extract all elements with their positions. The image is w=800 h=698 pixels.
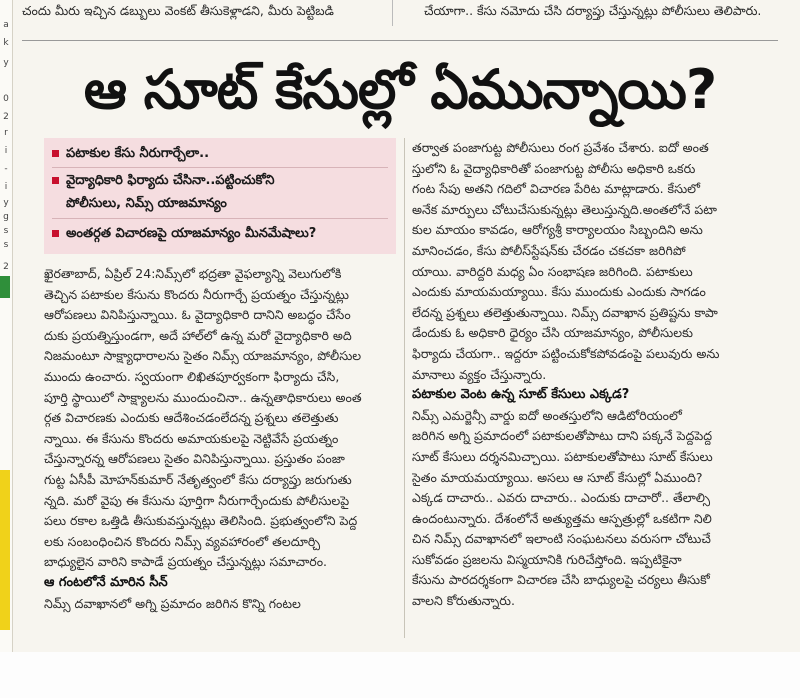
bullet-icon [52,177,59,184]
text-line: తర్వాత పంజాగుట్ట పోలీసులు రంగ ప్రవేశం చేశారు. ఐదో అంత [412,140,709,155]
edge-char: y [3,198,9,208]
section-subhead: ఆ గంటలోనే మారిన సీన్ [44,574,168,590]
headline-rule [22,40,778,41]
text-line: పూర్తి స్థాయిలో సాక్ష్యాలను ముందుంచినా.. ఉన్నతాధికారులు అంత [44,389,362,405]
text-line: దుకు ప్రయత్నిస్తుండగా, అదే హాల్‌లో ఉన్న మరో వైద్యాధికారి అది [44,327,352,343]
highlight-separator [52,218,388,219]
text-line: పలు రకాల ఒత్తిడి తీసుకువస్తున్నట్లు తెలిసింది. ప్రభుత్వంలోని పెద్ద [44,513,358,529]
text-line: సూట్ కేసులు దర్శనమిచ్చాయి. పటాకులతోపాటు సూట్ కేసులు [412,448,713,464]
text-line: ఎందుకు మాయమయ్యాయి. కేసు ముందుకు ఎందుకు సాగడం [412,284,706,300]
text-line: ఎక్కడ దాచారు.. ఎవరు దాచారు.. ఎందుకు దాచారో.. తేలాల్సి [412,490,711,506]
edge-char: i [4,146,8,156]
text-line: జరిగిన అగ్ని ప్రమాదంలో పటాకులతోపాటు దాని పక్కనే పెద్దపెద్ద [412,428,713,444]
edge-char: r [4,128,8,138]
text-line: కేసును పారదర్శకంగా విచారణ చేసి బాధ్యులపై చర్యలు తీసుకో [412,572,710,588]
article-left-column [44,264,396,614]
text-line: ఆరోపణలు వినిపిస్తున్నాయి. ఓ వైద్యాధికారి దానిని అబద్ధం చేసేం [44,307,351,323]
edge-char: 0 [3,94,9,104]
text-line: బాధ్యులైన వారిని కాపాడే ప్రయత్నం చేస్తున్నట్లు సమాచారం. [44,554,328,570]
adjacent-page-edge [0,0,13,698]
text-line: న్నాయి. ఈ కేసును కొందరు అమాయకులపై నెట్టివేసే ప్రయత్నం [44,430,339,446]
text-line: నిమ్స్ ఎమర్జెన్సీ వార్డు ఐదో అంతస్తులోని ఆడిటోరియంలో [412,407,682,423]
edge-char: - [4,164,8,174]
edge-char: a [3,20,9,30]
section-subhead: పటాకుల వెంట ఉన్న సూట్ కేసులు ఎక్కడ? [412,387,630,403]
edge-char: s [3,240,9,250]
text-line: సుకోవడం ప్రజలను విస్మయానికి గురిచేస్తోంది. ఇప్పటికైనా [412,551,682,567]
bullet-icon [52,150,59,157]
previous-article-right: చేయాగా.. కేసు నమోదు చేసి దర్యాప్తు చేస్తున్నట్లు పోలీసులు తెలిపారు. [424,3,762,18]
edge-char: 2 [3,112,9,122]
text-line: న్నది. మరో వైపు ఈ కేసును పూర్తిగా నీరుగార్చేందుకు పోలీసులపై [44,492,350,508]
edge-char: s [3,226,9,236]
text-line: స్తులోని ఓ వైద్యాధికారితో పంజాగుట్ట పోలీసు అధికారి ఒకరు [412,160,696,176]
text-line: గంట సేపు అతని గదిలో విచారణ పేరిట మాట్లాడారు. కేసులో [412,181,701,197]
text-line: లేదన్న ప్రశ్నలు తలెత్తుతున్నాయి. నిమ్స్ దవాఖాన ప్రతిష్టను కాపా [412,304,718,320]
article-headline: ఆ సూట్ కేసుల్లో ఏమున్నాయి? [83,58,717,121]
text-line: ర్గత విచారణకు ఎందుకు ఆదేశించడంలేదన్న ప్రశ్నలు తలెత్తుతు [44,410,339,426]
text-line: వాలని కోరుతున్నారు. [412,593,515,609]
article-right-column [412,138,774,612]
edge-green-bar [0,276,10,298]
text-line: తెచ్చిన పటాకుల కేసును కొందరు నీరుగార్చే ప్రయత్నం చేస్తున్నట్లు [44,286,350,302]
text-line: చేస్తున్నారన్న ఆరోపణలు సైతం వినిపిస్తున్నాయి. ప్రస్తుతం పంజా [44,451,345,467]
text-line: చిన నిమ్స్ దవాఖానలో ఇలాంటి సంఘటనలు వరుసగా చోటుచే [412,531,711,547]
previous-article-left: చందు మీరు ఇచ్చిన డబ్బులు వెంకట్ తీసుకెళ్లాడని, మీరు పెట్టిబడి [22,3,334,18]
text-line: అనేక మార్పులు చోటుచేసుకున్నట్లు తెలుస్తున్నది.అంతలోనే పటా [412,201,717,217]
previous-article-tail [22,0,792,26]
column-divider [392,0,393,26]
text-line: లకు సంబంధించిన కొందరు నిమ్స్ వ్యవహారంలో తలదూర్చి [44,533,321,549]
text-line: డేందుకు ఓ అధికారి ధైర్యం చేసి యాజమాన్యం, పోలీసులకు [412,325,693,341]
edge-char: 2 [3,262,9,272]
highlights-box: పటాకుల కేసు నీరుగార్చేలా.. వైద్యాధికారి ఫిర్యాదు చేసినా..పట్టించుకోని పోలీసులు, నిమ్స్ యాజమాన్యం అంతర్గత విచారణపై యాజమాన్యం మీనమేషాలు? [44,138,396,254]
text-line: మానాలు వ్యక్తం చేస్తున్నారు. [412,366,547,382]
text-line: మానించడం, కేసు పోలీస్‌స్టేషన్‌కు చేరడం చకచకా జరిగిపో [412,242,686,258]
edge-char: i [4,182,8,192]
edge-yellow-bar [0,470,10,630]
edge-char: k [3,38,9,48]
text-line: సైతం మాయమయ్యాయి. అసలు ఆ సూట్ కేసుల్లో ఏముంది? [412,469,703,485]
text-line: ముందు ఉంచారు. స్వయంగా లిఖితపూర్వకంగా ఫిర్యాదు చేసి, [44,368,340,384]
text-line: యాయి. వారిద్దరి మధ్య ఏం సంభాషణ జరిగింది. పటాకులు [412,263,693,279]
text-line: గుట్ట ఏసీపీ మోహన్‌కుమార్ నేతృత్వంలో కేసు దర్యాప్తు జరుగుతు [44,471,352,487]
column-divider [404,138,405,638]
text-line: ఫిర్యాదు చేయగా.. ఇద్దరూ పట్టించుకోకపోవడంపై పలువురు అను [412,345,720,361]
text-line: నిజమంటూ సాక్ష్యాధారాలను సైతం నిమ్స్ యాజమాన్యం, పోలీసుల [44,348,362,364]
bullet-icon [52,230,59,237]
page-bottom-blank [0,652,800,698]
edge-char: g [3,212,9,222]
text-line: ఖైరతాబాద్, ఏప్రిల్ 24:నిమ్స్‌లో భద్రతా వైఫల్యాన్ని వెలుగులోకి [44,266,342,281]
text-line: ఉందంటున్నారు. దేశంలోనే అత్యుత్తమ ఆస్పత్రుల్లో ఒకటిగా నిలి [412,510,712,526]
text-line: కుల మాయం కావడం, ఆరోగ్యశ్రీ కార్యాలయం సిబ్బందిని అను [412,222,703,238]
highlight-separator [52,167,388,168]
text-line: నిమ్స్ దవాఖానలో అగ్ని ప్రమాదం జరిగిన కొన్ని గంటల [44,595,301,611]
edge-char: y [3,58,9,68]
